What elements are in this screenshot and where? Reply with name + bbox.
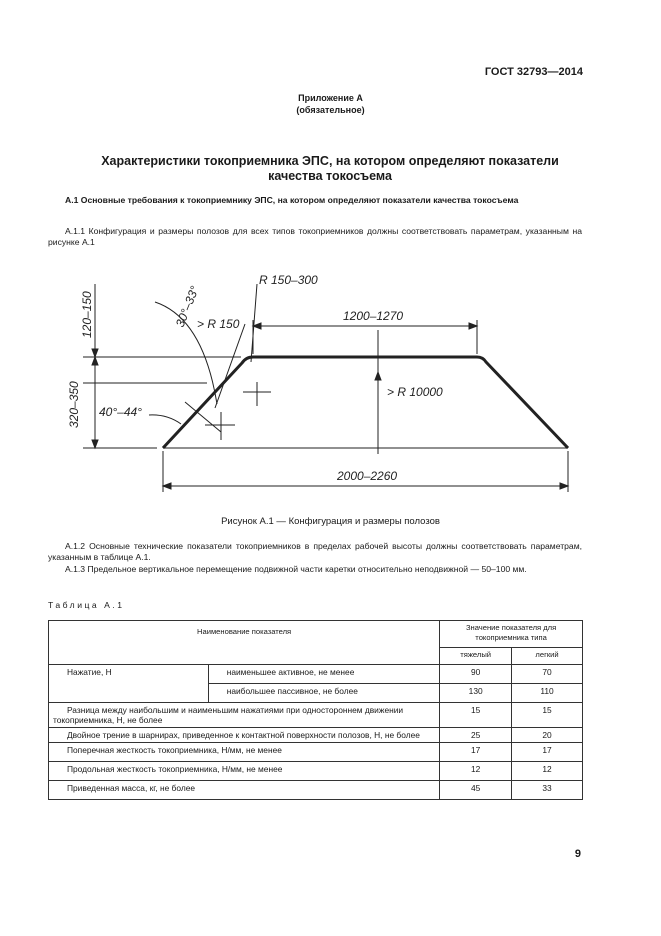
row-light: 17 — [512, 743, 583, 762]
label-width-top: 1200–1270 — [343, 309, 404, 323]
row-name: Продольная жесткость токоприемника, Н/мм, не менее — [49, 762, 440, 781]
header-value: Значение показателя для токоприемника типа — [440, 621, 583, 648]
row-light: 12 — [512, 762, 583, 781]
figure-caption: Рисунок А.1 — Конфигурация и размеры полозов — [221, 516, 440, 527]
header-name: Наименование показателя — [49, 621, 440, 665]
annex-heading — [0, 92, 661, 116]
paragraph-a12-text: А.1.2 Основные технические показатели токоприемников в пределах рабочей высоты должны соответствовать параметрам, указанным в таблице А.1. — [48, 541, 582, 562]
arrow-top-right — [469, 323, 477, 329]
figure-a1-drawing — [45, 262, 585, 504]
row-heavy: 90 — [440, 665, 512, 684]
pantograph-outline — [163, 357, 568, 448]
arrow-bottom-left — [163, 483, 171, 489]
table-header-row — [49, 621, 583, 648]
label-radius-large: > R 10000 — [387, 385, 443, 399]
row-heavy: 130 — [440, 684, 512, 703]
label-angle-top: 30°–33° — [172, 284, 202, 330]
row-heavy: 25 — [440, 728, 512, 743]
arrow-radius-large — [375, 372, 381, 380]
table-row — [49, 743, 583, 762]
section-a1-number: А.1 — [65, 195, 79, 205]
row-heavy: 17 — [440, 743, 512, 762]
row-heavy: 12 — [440, 762, 512, 781]
data-table — [48, 620, 583, 800]
arrow-height-bottom — [92, 440, 98, 448]
page-title — [60, 154, 600, 184]
section-a1-text: Основные требования к токоприемнику ЭПС, на котором определяют показатели качества токосъема — [80, 195, 519, 205]
arrow-height-mid — [92, 357, 98, 365]
row-sub: наибольшее пассивное, не более — [208, 684, 440, 703]
table-row — [49, 665, 583, 684]
row-name: Нажатие, Н — [49, 665, 209, 703]
label-width-bottom: 2000–2260 — [337, 469, 398, 483]
table-row — [49, 762, 583, 781]
section-a1-heading — [48, 195, 582, 206]
paragraph-a12 — [48, 541, 582, 563]
row-name: Разница между наибольшим и наименьшим нажатиями при одностороннем движении токоприемника, Н, не более — [49, 703, 440, 728]
table-row — [49, 703, 583, 728]
paragraph-a11 — [48, 226, 582, 248]
row-name: Двойное трение в шарнирах, приведенное к контактной поверхности полозов, Н, не более — [49, 728, 440, 743]
label-height-bottom: 320–350 — [67, 381, 81, 428]
paragraph-a11-text: А.1.1 Конфигурация и размеры полозов для всех типов токоприемников должны соответствовать параметрам, указанным на рисунке А.1 — [48, 226, 582, 247]
arrow-bottom-right — [560, 483, 568, 489]
table-row — [49, 781, 583, 800]
angle-bottom-arc — [149, 415, 181, 424]
label-radius-small: R 150–300 — [259, 273, 318, 287]
header-light: легкий — [512, 648, 583, 665]
label-radius-150: > R 150 — [197, 317, 240, 331]
label-angle-bottom: 40°–44° — [99, 405, 142, 419]
row-light: 15 — [512, 703, 583, 728]
row-name: Поперечная жесткость токоприемника, Н/мм, не менее — [49, 743, 440, 762]
table-label: Таблица А.1 — [48, 600, 125, 610]
label-height-top: 120–150 — [80, 291, 94, 338]
paragraph-a13 — [48, 564, 582, 575]
annex-subtitle: (обязательное) — [296, 105, 365, 115]
row-sub: наименьшее активное, не менее — [208, 665, 440, 684]
row-heavy: 45 — [440, 781, 512, 800]
row-name: Приведенная масса, кг, не более — [49, 781, 440, 800]
header-heavy: тяжелый — [440, 648, 512, 665]
row-light: 110 — [512, 684, 583, 703]
row-light: 20 — [512, 728, 583, 743]
page-title-line-1: Характеристики токоприемника ЭПС, на котором определяют показатели — [101, 154, 559, 168]
row-light: 33 — [512, 781, 583, 800]
paragraph-a13-text: А.1.3 Предельное вертикальное перемещение подвижной части каретки относительно неподвижной — 50–100 мм. — [65, 564, 527, 574]
row-heavy: 15 — [440, 703, 512, 728]
document-code: ГОСТ 32793—2014 — [484, 66, 583, 78]
page-title-line-2: качества токосъема — [268, 169, 392, 183]
page-number: 9 — [574, 848, 581, 860]
table-row — [49, 728, 583, 743]
radius-small-leader — [251, 284, 257, 362]
row-light: 70 — [512, 665, 583, 684]
annex-title: Приложение А — [298, 93, 363, 103]
